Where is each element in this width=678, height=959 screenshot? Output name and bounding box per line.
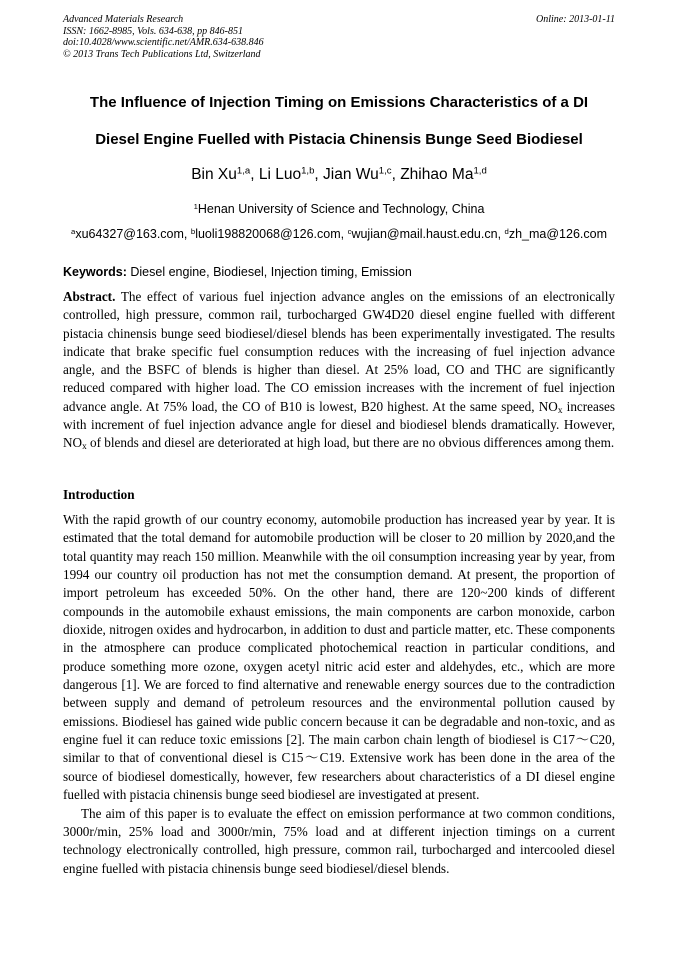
email-separator: , xyxy=(340,227,348,241)
affiliation-text: Henan University of Science and Technology, China xyxy=(197,202,485,216)
email-mark: d xyxy=(504,226,509,236)
author-separator: , xyxy=(391,166,401,183)
author-name: Jian Wu xyxy=(323,166,379,183)
issn-line: ISSN: 1662-8985, Vols. 634-638, pp 846-851 xyxy=(63,25,243,37)
author-separator: , xyxy=(250,166,259,183)
journal-header xyxy=(63,14,615,60)
title-line-2: Diesel Engine Fuelled with Pistacia Chinensis Bunge Seed Biodiesel xyxy=(95,131,583,148)
email-mark: a xyxy=(71,226,76,236)
affiliation xyxy=(0,202,678,216)
abstract-text-1: The effect of various fuel injection advance angles on the emissions of an electronically controlled, high pressure, common rail, turbocharged GW4D20 diesel engine fuelled with different pistacia chinensis bunge seed biodiesel/diesel blends has been experimentally investigated. The results indicate that brake specific fuel consumption reduces with the increasing of fuel injection advance angle, and the BSFC of blends is higher than diesel. At 25% load, CO and THC are significantly reduced compared with higher load. The CO emission increases with the increment of fuel injection advance angle. At 75% load, the CO of B10 is lowest, B20 highest. At the same speed, NO xyxy=(63,289,615,414)
intro-paragraph-1: With the rapid growth of our country economy, automobile production has increased year by year. It is estimated that the total demand for automobile production will be closer to 20 million by 2020,and the total quantity may reach 150 million. Meanwhile with the oil consumption increasing year by year, from 1994 our country oil production has not met the consumption demand. At present, the proportion of import petroleum has exceeded 50%. On the other hand, there are 120~200 kinds of different compounds in the automobile exhaust emissions, the main components are carbon monoxide, carbon dioxide, nitrogen oxides and hydrocarbon, in addition to dust and particle matter, etc. These components in the atmosphere can produce complicated photochemical reaction in particular conditions, and produce something more ozone, oxygen acetyl nitric acid ester and aldehydes, etc., which are more dangerous [1]. We are forced to find alternative and renewable energy sources due to the contradiction between supply and demand of petroleum resources and the environmental pollution caused by emissions. Biodiesel has gained wide public concern because it can be degradable and non-toxic, and as engine fuel it can reduce toxic emissions [2]. The main carbon chain length of biodiesel is C17～C20, similar to that of conventional diesel is C15～C19. Extensive work has been done in the area of the source of biodiesel domestically, however, few researchers about characteristics of a DI diesel engine fuelled with pistacia chinensis bunge seed biodiesel are investigated at present. xyxy=(63,512,615,803)
keywords-label: Keywords: xyxy=(63,265,127,279)
email-separator: , xyxy=(497,227,505,241)
email-list xyxy=(0,227,678,241)
abstract-label: Abstract. xyxy=(63,289,116,304)
email-mark: c xyxy=(347,226,352,236)
author-affil-mark: 1,c xyxy=(378,165,392,177)
author-name: Bin Xu xyxy=(191,166,237,183)
author-list xyxy=(0,166,678,184)
author-affil-mark: 1,d xyxy=(473,165,487,177)
title-line-1: The Influence of Injection Timing on Emissions Characteristics of a DI xyxy=(89,94,589,111)
abstract-text-3: of blends and diesel are deteriorated at high load, but there are no obvious differences among them. xyxy=(86,435,615,451)
email-address[interactable]: luoli198820068@126.com xyxy=(195,227,341,241)
email-address[interactable]: zh_ma@126.com xyxy=(508,227,607,241)
author-affil-mark: 1,a xyxy=(236,165,251,177)
author-name: Li Luo xyxy=(258,166,302,183)
subscript-x: x xyxy=(82,441,87,452)
affiliation-mark: 1 xyxy=(193,201,198,211)
abstract xyxy=(63,288,615,453)
keywords-text: Diesel engine, Biodiesel, Injection timing, Emission xyxy=(126,265,412,279)
copyright-line: © 2013 Trans Tech Publications Ltd, Switzerland xyxy=(63,48,261,60)
journal-name: Advanced Materials Research xyxy=(63,14,184,25)
intro-paragraph-2: The aim of this paper is to evaluate the effect on emission performance at two common conditions, 3000r/min, 25% load and 3000r/min, 75% load and at different injection timings on a current technology electronically controlled, high pressure, common rail, turbocharged and intercooled diesel engine fuelled with pistacia chinensis bunge seed biodiesel/diesel blends. xyxy=(63,805,615,876)
keywords xyxy=(63,265,615,279)
email-mark: b xyxy=(190,226,196,236)
section-heading-introduction: Introduction xyxy=(63,487,135,502)
paper-title xyxy=(40,92,638,166)
author-name: Zhihao Ma xyxy=(400,166,474,183)
author-separator: , xyxy=(314,166,324,183)
subscript-x: x xyxy=(557,404,563,415)
email-separator: , xyxy=(183,227,191,241)
email-address[interactable]: xu64327@163.com xyxy=(75,227,184,241)
author-affil-mark: 1,b xyxy=(301,165,315,177)
email-address[interactable]: wujian@mail.haust.edu.cn xyxy=(351,227,498,241)
online-date: Online: 2013-01-11 xyxy=(536,14,615,25)
doi-line: doi:10.4028/www.scientific.net/AMR.634-638.846 xyxy=(63,37,264,48)
introduction-body xyxy=(63,511,615,878)
abstract-text-2: increases with increment of fuel injection advance angle for diesel and biodiesel blends dramatically. However, NO xyxy=(63,398,615,451)
